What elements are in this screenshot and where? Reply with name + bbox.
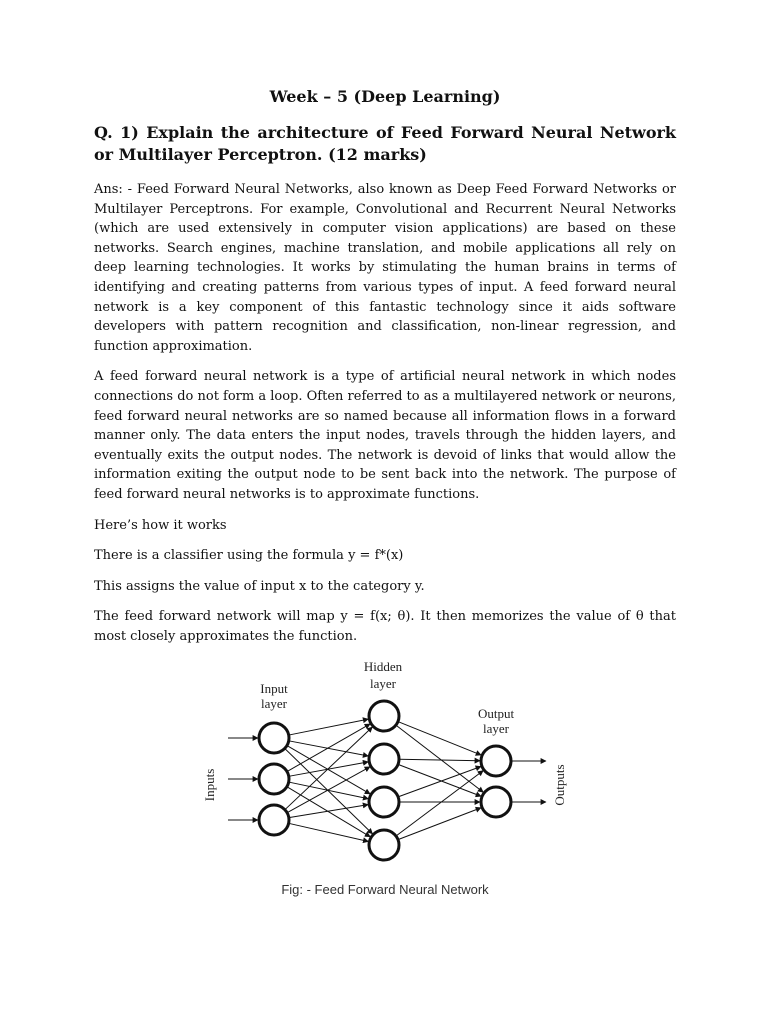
output-layer-label-line1: Output: [477, 706, 515, 721]
input-layer-label-line1: Input: [260, 681, 288, 696]
edge-input3-hidden4: [289, 823, 369, 841]
input-node-1: [259, 723, 289, 753]
input-node-3: [259, 805, 289, 835]
network-nodes: [259, 701, 511, 860]
paragraph-assigns: This assigns the value of input x to the category y.: [94, 578, 425, 594]
hidden-node-1: [369, 701, 399, 731]
edge-input2-hidden1: [287, 724, 370, 772]
paragraph-definition: A feed forward neural network is a type of artificial neural network in which nodes connections do not form a loop. Often referred to as a multilayered network or neurons, feed forward neural networks are so named because all information flows in a forward manner only. The data enters the input nodes, travels through the hidden layers, and eventually exits the output nodes. The network is devoid of links that would allow the information exiting the output node to be sent back into the network. The purpose of feed forward neural networks is to approximate functions.: [94, 369, 676, 502]
hidden-layer-label-line2: layer: [370, 676, 396, 691]
neural-network-diagram: [198, 658, 568, 873]
edge-hidden1-output1: [398, 722, 481, 755]
edge-hidden1-output2: [396, 725, 483, 792]
hidden-node-2: [369, 744, 399, 774]
hidden-layer-label-line1: Hidden: [363, 659, 403, 674]
edge-hidden4-output2: [398, 808, 481, 840]
edge-input2-hidden3: [289, 782, 369, 799]
edge-input1-hidden3: [287, 746, 370, 794]
paragraph-mapping: The feed forward network will map y = f(x; θ). It then memorizes the value of θ that most closely approximates the function.: [94, 609, 676, 644]
edge-hidden2-output2: [398, 764, 481, 796]
output-node-1: [481, 746, 511, 776]
output-layer-label-line2: layer: [483, 721, 509, 736]
edge-input3-hidden3: [289, 805, 368, 818]
hidden-node-3: [369, 787, 399, 817]
edge-input1-hidden1: [289, 719, 369, 735]
question-heading: Q. 1) Explain the architecture of Feed Forward Neural Network or Multilayer Perceptron. (12 marks): [94, 123, 676, 164]
inputs-axis-label: Inputs: [202, 768, 217, 802]
figure-caption: Fig: - Feed Forward Neural Network: [281, 882, 489, 897]
hidden-node-4: [369, 830, 399, 860]
outputs-axis-label: Outputs: [552, 764, 567, 806]
edge-input1-hidden4: [285, 748, 373, 833]
paragraph-classifier-formula: There is a classifier using the formula y = f*(x): [94, 548, 404, 564]
output-node-2: [481, 787, 511, 817]
document-page: [94, 86, 676, 657]
edge-input2-hidden4: [287, 787, 370, 837]
input-layer-label-line2: layer: [261, 696, 287, 711]
paragraph-answer: Ans: - Feed Forward Neural Networks, also known as Deep Feed Forward Networks or Multilayer Perceptrons. For example, Convolutional and Recurrent Neural Networks (which are used extensively in computer vision applications) are based on these networks. Search engines, machine translation, and mobile applications all rely on deep learning technologies. It works by stimulating the human brains in terms of identifying and creating patterns from various types of input. A feed forward neural network is a key component of this fantastic technology since it aids software developers with pattern recognition and classification, non-linear regression, and function approximation.: [94, 182, 676, 354]
edge-hidden2-output1: [399, 759, 480, 760]
paragraph-how-it-works: Here’s how it works: [94, 517, 227, 533]
input-node-2: [259, 764, 289, 794]
page-title: Week – 5 (Deep Learning): [269, 87, 501, 106]
